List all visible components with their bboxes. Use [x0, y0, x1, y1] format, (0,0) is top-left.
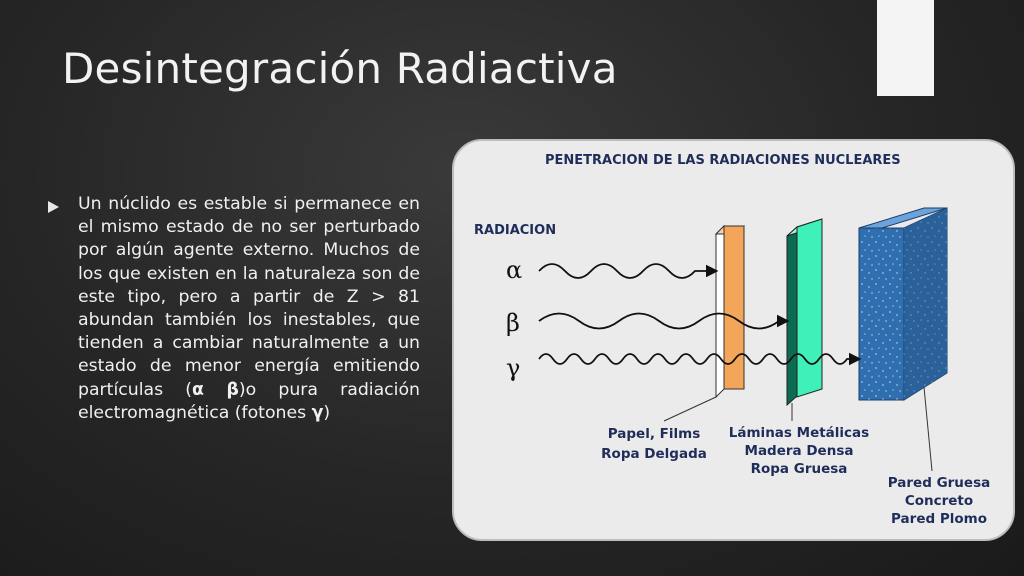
alpha-symbol: α [506, 256, 523, 284]
metal-label-line3: Ropa Gruesa [750, 461, 848, 477]
metal-label-line1: Láminas Metálicas [728, 425, 870, 441]
barrier-wall [859, 208, 947, 400]
beta-symbol: β [506, 309, 520, 337]
bullet-text-part-2: )o pura radiación electromagnética (fotones [78, 379, 421, 423]
barrier-paper [716, 226, 744, 397]
beta-wave [539, 314, 787, 329]
pointer-paper [664, 397, 716, 421]
diagram-canvas [454, 141, 1015, 541]
radiation-label: RADIACION [474, 223, 557, 238]
metal-label-line2: Madera Densa [744, 443, 854, 459]
wall-label-line2: Concreto [904, 493, 974, 509]
alpha-wave [539, 264, 716, 278]
decorative-tab [877, 0, 934, 96]
paper-label-line1: Papel, Films [607, 426, 701, 442]
barrier-metal [787, 219, 822, 405]
bullet-text [78, 193, 420, 425]
gamma-symbol: γ [506, 354, 521, 382]
penetration-diagram [452, 139, 1015, 541]
bullet-text-part-1: Un núclido es estable si permanece en el mismo estado de no ser perturbado por algún agente externo. Muchos de los que existen en la naturaleza son de este tipo, pero a partir de Z > 81 abundan también los inestables, que tienden a cambiar naturalmente a un estado de menor energía emitiendo partículas ( [78, 194, 420, 400]
paper-label-line2: Ropa Delgada [601, 446, 707, 462]
wall-label-line3: Pared Plomo [891, 511, 987, 527]
slide-title: Desintegración Radiactiva [62, 44, 618, 93]
bullet-bold-gamma: γ [311, 402, 324, 423]
bullet-arrow-icon [48, 201, 59, 213]
bullet-bold-alpha-beta: α β [191, 379, 239, 400]
bullet-item [48, 193, 420, 425]
bullet-text-part-3: ) [323, 402, 331, 423]
pointer-wall [924, 387, 932, 471]
wall-label-line1: Pared Gruesa [887, 475, 991, 491]
diagram-title: PENETRACION DE LAS RADIACIONES NUCLEARES [545, 153, 901, 168]
